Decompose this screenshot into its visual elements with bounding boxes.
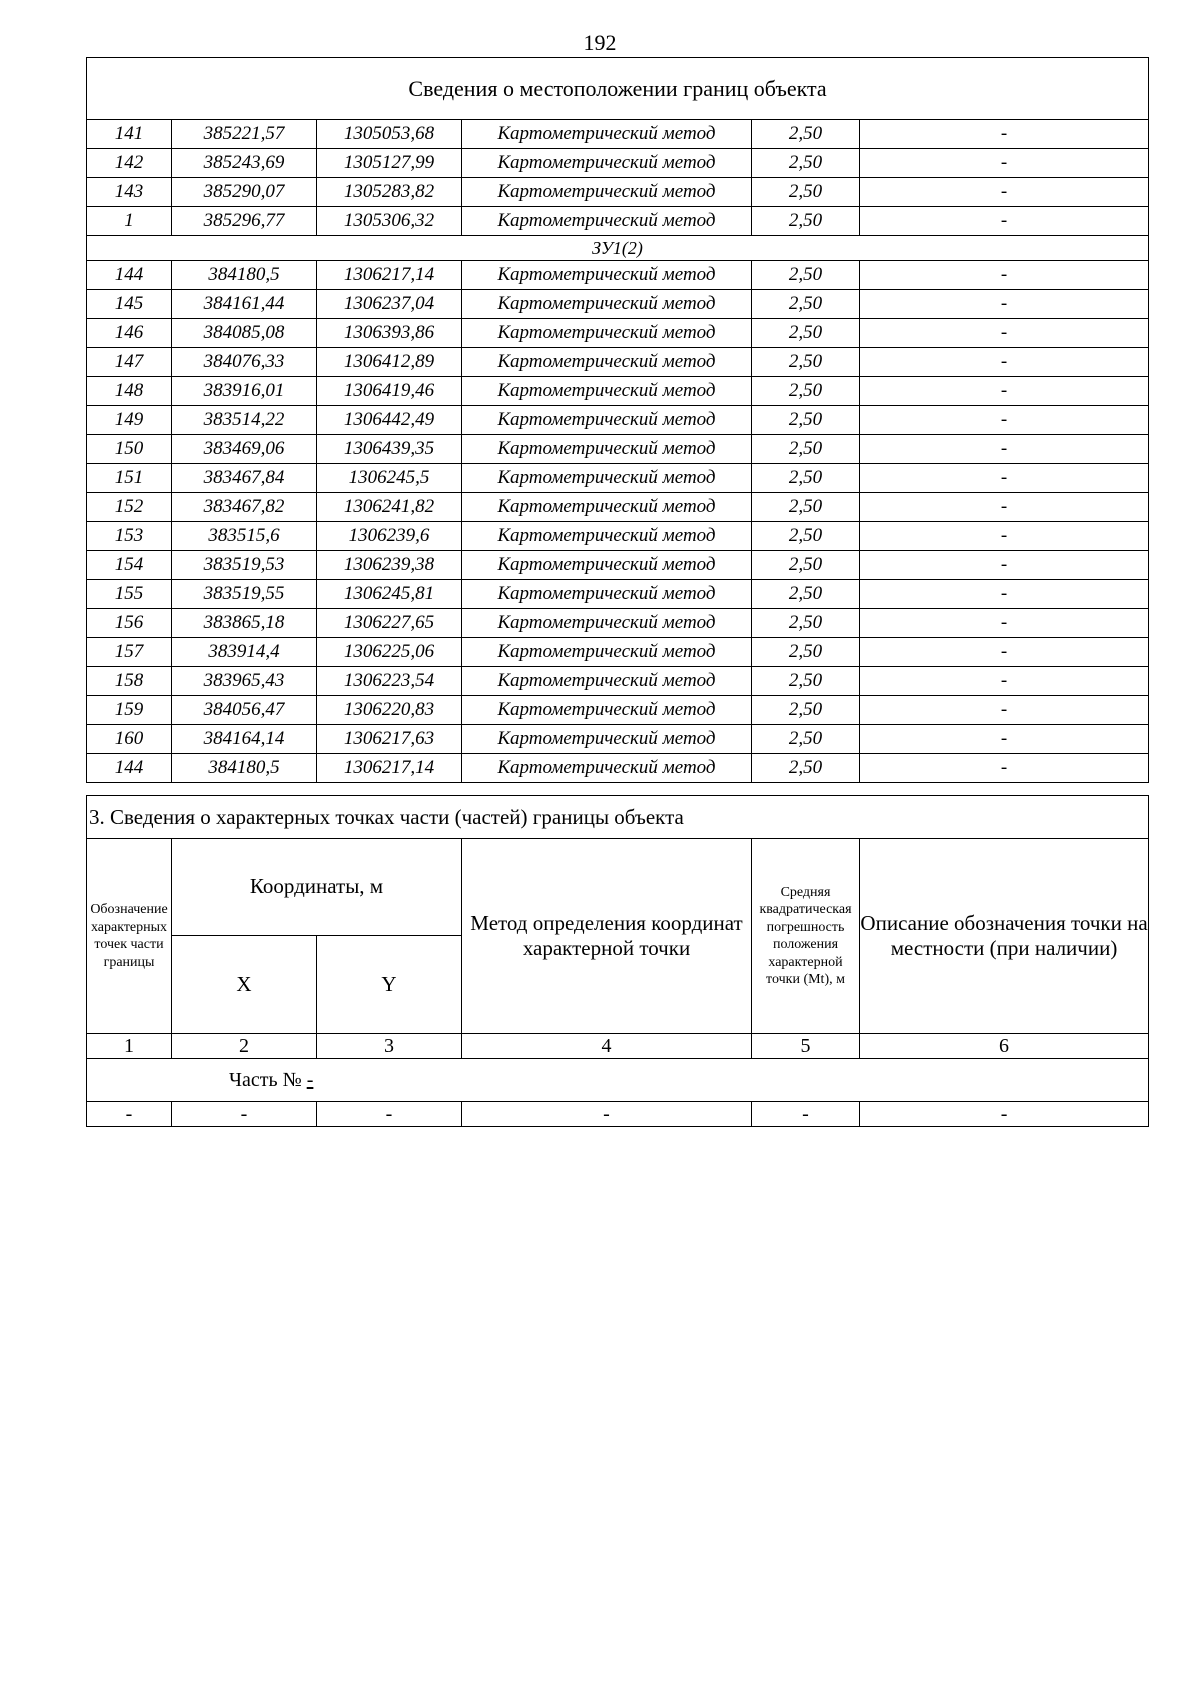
error-value: 2,50 [752,178,860,207]
empty-cell: - [87,1102,172,1127]
table-row [87,120,1149,149]
method: Картометрический метод [462,261,752,290]
method: Картометрический метод [462,754,752,783]
coord-x: 384164,14 [172,725,317,754]
error-value: 2,50 [752,464,860,493]
part-row [87,1059,1149,1102]
coord-x: 385243,69 [172,149,317,178]
error-value: 2,50 [752,261,860,290]
description: - [860,319,1149,348]
table-row [87,149,1149,178]
coord-x: 383515,6 [172,522,317,551]
method: Картометрический метод [462,435,752,464]
error-value: 2,50 [752,667,860,696]
method: Картометрический метод [462,377,752,406]
table-row [87,580,1149,609]
coord-y: 1305283,82 [317,178,462,207]
coord-y: 1305053,68 [317,120,462,149]
table-row [87,522,1149,551]
description: - [860,638,1149,667]
coord-y: 1306239,38 [317,551,462,580]
coord-x: 384085,08 [172,319,317,348]
description: - [860,149,1149,178]
method: Картометрический метод [462,149,752,178]
coord-y: 1306225,06 [317,638,462,667]
point-number: 158 [87,667,172,696]
table-row [87,725,1149,754]
table-row [87,464,1149,493]
zone-label: ЗУ1(2) [87,236,1149,261]
description: - [860,178,1149,207]
coord-x: 383965,43 [172,667,317,696]
coord-x: 383467,82 [172,493,317,522]
method: Картометрический метод [462,551,752,580]
coord-y: 1306217,14 [317,261,462,290]
description: - [860,754,1149,783]
table-row [87,696,1149,725]
coord-x: 384076,33 [172,348,317,377]
point-number: 144 [87,754,172,783]
table-row [87,207,1149,236]
method: Картометрический метод [462,667,752,696]
method: Картометрический метод [462,638,752,667]
coord-x: 385290,07 [172,178,317,207]
description: - [860,290,1149,319]
coord-x: 384180,5 [172,261,317,290]
error-value: 2,50 [752,754,860,783]
coord-y: 1306217,14 [317,754,462,783]
table-row [87,319,1149,348]
description: - [860,207,1149,236]
coord-y: 1306442,49 [317,406,462,435]
part-label: Часть № [229,1068,302,1091]
point-number: 142 [87,149,172,178]
table-row [87,754,1149,783]
coord-x: 383519,55 [172,580,317,609]
coord-y: 1306220,83 [317,696,462,725]
empty-cell: - [462,1102,752,1127]
header-method: Метод определения координат характерной точки [462,839,752,1034]
coord-y: 1306239,6 [317,522,462,551]
error-value: 2,50 [752,149,860,178]
method: Картометрический метод [462,580,752,609]
coord-y: 1305306,32 [317,207,462,236]
coord-y: 1306393,86 [317,319,462,348]
description: - [860,406,1149,435]
description: - [860,464,1149,493]
coord-x: 383519,53 [172,551,317,580]
table-row [87,406,1149,435]
error-value: 2,50 [752,348,860,377]
coord-x: 384161,44 [172,290,317,319]
table-row [87,261,1149,290]
coord-y: 1306227,65 [317,609,462,638]
error-value: 2,50 [752,580,860,609]
point-number: 147 [87,348,172,377]
part-value: - [306,1068,314,1091]
coord-y: 1306439,35 [317,435,462,464]
error-value: 2,50 [752,120,860,149]
error-value: 2,50 [752,377,860,406]
description: - [860,493,1149,522]
column-number: 3 [317,1034,462,1059]
method: Картометрический метод [462,207,752,236]
error-value: 2,50 [752,290,860,319]
part-points-table [86,795,1148,1127]
coord-x: 385296,77 [172,207,317,236]
coord-x: 383865,18 [172,609,317,638]
empty-cell: - [860,1102,1149,1127]
coord-x: 383514,22 [172,406,317,435]
boundary-table-title: Сведения о местоположении границ объекта [87,58,1149,120]
description: - [860,522,1149,551]
method: Картометрический метод [462,464,752,493]
point-number: 159 [87,696,172,725]
page-number: 192 [583,30,617,55]
header-coordinates: Координаты, м [172,839,462,936]
point-number: 148 [87,377,172,406]
error-value: 2,50 [752,406,860,435]
empty-cell: - [172,1102,317,1127]
coord-y: 1306223,54 [317,667,462,696]
header-x: X [172,936,317,1034]
coord-x: 383469,06 [172,435,317,464]
error-value: 2,50 [752,725,860,754]
point-number: 160 [87,725,172,754]
method: Картометрический метод [462,348,752,377]
header-designation: Обозначение характерных точек части границы [87,839,172,1034]
error-value: 2,50 [752,638,860,667]
coord-x: 384056,47 [172,696,317,725]
column-number: 5 [752,1034,860,1059]
empty-cell: - [317,1102,462,1127]
table-row [87,667,1149,696]
point-number: 141 [87,120,172,149]
error-value: 2,50 [752,609,860,638]
coord-y: 1306241,82 [317,493,462,522]
table-row [87,290,1149,319]
coord-y: 1305127,99 [317,149,462,178]
coord-y: 1306237,04 [317,290,462,319]
coord-y: 1306217,63 [317,725,462,754]
method: Картометрический метод [462,178,752,207]
method: Картометрический метод [462,406,752,435]
point-number: 156 [87,609,172,638]
point-number: 153 [87,522,172,551]
point-number: 146 [87,319,172,348]
method: Картометрический метод [462,725,752,754]
table-row [87,638,1149,667]
point-number: 1 [87,207,172,236]
column-number: 4 [462,1034,752,1059]
coord-y: 1306245,81 [317,580,462,609]
coord-x: 384180,5 [172,754,317,783]
point-number: 144 [87,261,172,290]
point-number: 151 [87,464,172,493]
table-row [87,551,1149,580]
table-row [87,435,1149,464]
method: Картометрический метод [462,522,752,551]
empty-cell: - [752,1102,860,1127]
description: - [860,580,1149,609]
description: - [860,120,1149,149]
error-value: 2,50 [752,696,860,725]
point-number: 143 [87,178,172,207]
coord-x: 383916,01 [172,377,317,406]
description: - [860,667,1149,696]
point-number: 150 [87,435,172,464]
error-value: 2,50 [752,435,860,464]
error-value: 2,50 [752,319,860,348]
coord-x: 383914,4 [172,638,317,667]
column-number: 6 [860,1034,1149,1059]
table-row [87,377,1149,406]
error-value: 2,50 [752,493,860,522]
header-y: Y [317,936,462,1034]
description: - [860,261,1149,290]
method: Картометрический метод [462,290,752,319]
coord-y: 1306419,46 [317,377,462,406]
description: - [860,377,1149,406]
coord-y: 1306412,89 [317,348,462,377]
boundary-coordinates-table [86,57,1148,783]
description: - [860,696,1149,725]
error-value: 2,50 [752,207,860,236]
table-row [87,609,1149,638]
column-number: 2 [172,1034,317,1059]
method: Картометрический метод [462,609,752,638]
method: Картометрический метод [462,493,752,522]
coord-x: 383467,84 [172,464,317,493]
section3-title: 3. Сведения о характерных точках части (частей) границы объекта [87,796,1149,839]
method: Картометрический метод [462,696,752,725]
error-value: 2,50 [752,551,860,580]
coord-x: 385221,57 [172,120,317,149]
column-number: 1 [87,1034,172,1059]
description: - [860,348,1149,377]
coord-y: 1306245,5 [317,464,462,493]
point-number: 155 [87,580,172,609]
error-value: 2,50 [752,522,860,551]
point-number: 145 [87,290,172,319]
description: - [860,435,1149,464]
table-row [87,348,1149,377]
point-number: 157 [87,638,172,667]
method: Картометрический метод [462,120,752,149]
table-row [87,493,1149,522]
header-description: Описание обозначения точки на местности (при наличии) [860,839,1149,1034]
header-error: Средняя квадратическая погрешность положения характерной точки (Mt), м [752,839,860,1034]
table-row [87,178,1149,207]
description: - [860,551,1149,580]
description: - [860,609,1149,638]
point-number: 154 [87,551,172,580]
description: - [860,725,1149,754]
method: Картометрический метод [462,319,752,348]
point-number: 152 [87,493,172,522]
point-number: 149 [87,406,172,435]
